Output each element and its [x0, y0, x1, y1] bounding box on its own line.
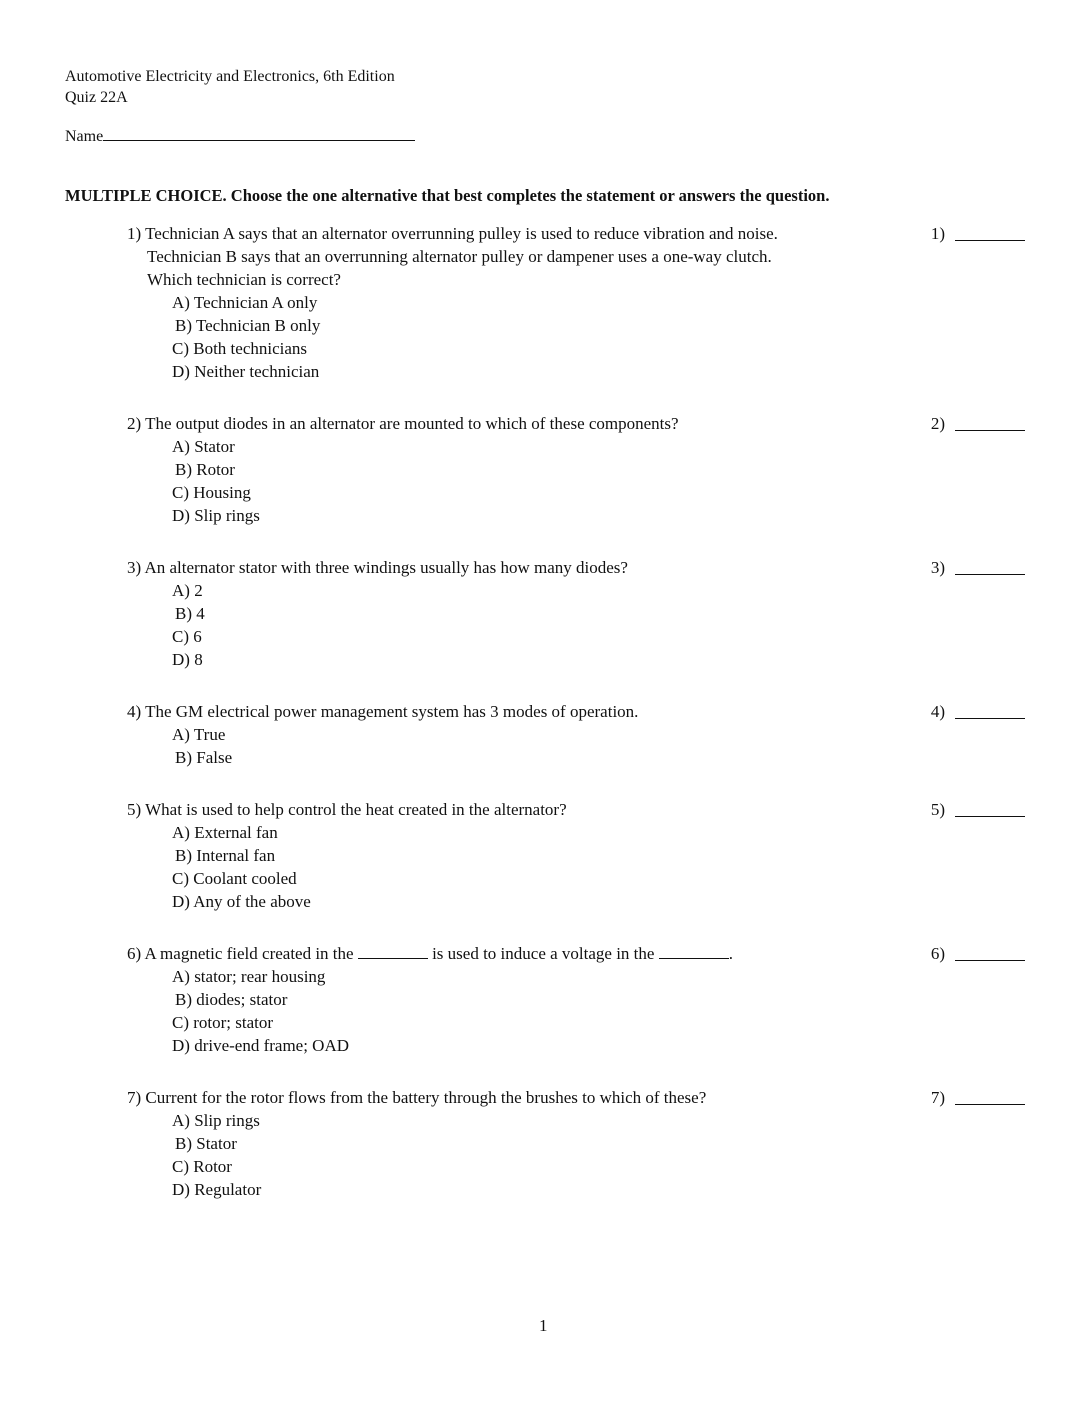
- answer-blank[interactable]: [955, 574, 1025, 575]
- question-text-part: .: [728, 944, 733, 963]
- book-title: Automotive Electricity and Electronics, 6th Edition: [65, 68, 395, 85]
- answer-number: 7): [930, 1088, 945, 1107]
- answer-number: 1): [930, 224, 945, 243]
- quiz-title: Quiz 22A: [65, 89, 128, 106]
- instructions: MULTIPLE CHOICE. Choose the one alternative that best completes the statement or answers the question.: [65, 186, 830, 205]
- name-label: Name: [65, 128, 104, 145]
- answer-blank[interactable]: [955, 430, 1025, 431]
- question-4: [127, 700, 1087, 769]
- answer-number: 4): [930, 702, 945, 721]
- fill-blank: [659, 944, 729, 959]
- question-text: 4) The GM electrical power management system has 3 modes of operation.: [127, 702, 639, 721]
- question-6: [127, 942, 1087, 1057]
- option-c: C) 6: [172, 627, 202, 646]
- option-a: A) Stator: [172, 437, 235, 456]
- answer-blank[interactable]: [955, 1104, 1025, 1105]
- option-a: A) 2: [172, 581, 203, 600]
- question-text-part: 6) A magnetic field created in the: [127, 944, 358, 963]
- option-a: A) stator; rear housing: [172, 967, 326, 986]
- option-b: B) 4: [175, 604, 205, 623]
- option-a: A) True: [172, 725, 226, 744]
- question-text: 5) What is used to help control the heat created in the alternator?: [127, 800, 567, 819]
- option-c: C) rotor; stator: [172, 1013, 274, 1032]
- answer-blank[interactable]: [955, 240, 1025, 241]
- option-c: C) Housing: [172, 483, 251, 502]
- option-d: D) Regulator: [172, 1180, 262, 1199]
- question-text: 2) The output diodes in an alternator are mounted to which of these components?: [127, 414, 679, 433]
- fill-blank: [358, 944, 428, 959]
- option-c: C) Both technicians: [172, 339, 308, 358]
- option-d: D) drive-end frame; OAD: [172, 1036, 350, 1055]
- option-d: D) Slip rings: [172, 506, 260, 525]
- question-text-part: is used to induce a voltage in the: [427, 944, 659, 963]
- answer-blank[interactable]: [955, 718, 1025, 719]
- answer-number: 2): [930, 414, 945, 433]
- answer-number: 6): [930, 944, 945, 963]
- answer-number: 5): [930, 800, 945, 819]
- option-d: D) 8: [172, 650, 203, 669]
- option-d: D) Any of the above: [172, 892, 311, 911]
- option-b: B) False: [175, 748, 233, 767]
- name-field[interactable]: [65, 124, 415, 147]
- option-a: A) Technician A only: [172, 293, 318, 312]
- option-c: C) Coolant cooled: [172, 869, 297, 888]
- option-d: D) Neither technician: [172, 362, 320, 381]
- question-3: [127, 556, 1087, 671]
- answer-number: 3): [930, 558, 945, 577]
- option-a: A) Slip rings: [172, 1111, 260, 1130]
- option-c: C) Rotor: [172, 1157, 232, 1176]
- question-text: 1) Technician A says that an alternator overrunning pulley is used to reduce vibration and noise.: [127, 224, 778, 243]
- question-text: Technician B says that an overrunning alternator pulley or dampener uses a one-way clutch.: [147, 247, 772, 266]
- option-a: A) External fan: [172, 823, 278, 842]
- question-text: Which technician is correct?: [147, 270, 341, 289]
- question-2: [127, 412, 1087, 527]
- question-text: 7) Current for the rotor flows from the battery through the brushes to which of these?: [127, 1088, 707, 1107]
- option-b: B) Rotor: [175, 460, 235, 479]
- name-blank[interactable]: [103, 124, 415, 141]
- question-text: 3) An alternator stator with three windings usually has how many diodes?: [127, 558, 628, 577]
- option-b: B) diodes; stator: [175, 990, 288, 1009]
- answer-blank[interactable]: [955, 816, 1025, 817]
- page-number: 1: [539, 1316, 548, 1335]
- question-7: [127, 1086, 1087, 1201]
- option-b: B) Stator: [175, 1134, 237, 1153]
- option-b: B) Internal fan: [175, 846, 276, 865]
- question-1: [127, 222, 1087, 383]
- answer-blank[interactable]: [955, 960, 1025, 961]
- option-b: B) Technician B only: [175, 316, 321, 335]
- question-5: [127, 798, 1087, 913]
